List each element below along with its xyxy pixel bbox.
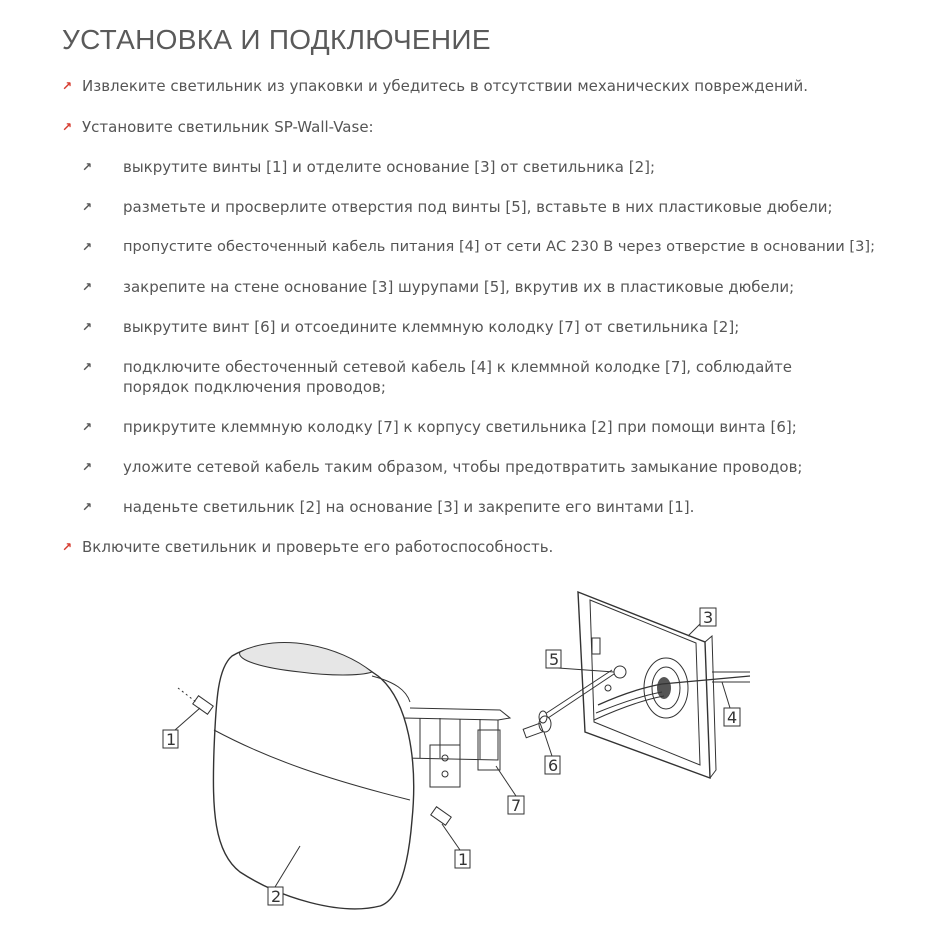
- sub-bullet-arrow-icon: ↗: [82, 320, 93, 334]
- substep-7: прикрутите клеммную колодку [7] к корпусу светильника [2] при помощи винта [6];: [123, 418, 797, 436]
- assembly-diagram: [0, 580, 929, 929]
- svg-text:5: 5: [549, 650, 560, 669]
- page-title: УСТАНОВКА И ПОДКЛЮЧЕНИЕ: [62, 24, 491, 55]
- bullet-arrow-icon: ↗: [62, 540, 73, 554]
- substep-9: наденьте светильник [2] на основание [3] и закрепите его винтами [1].: [123, 498, 695, 516]
- sub-bullet-arrow-icon: ↗: [82, 500, 93, 514]
- svg-text:2: 2: [271, 887, 282, 906]
- step-3: Включите светильник и проверьте его работоспособность.: [82, 538, 554, 556]
- svg-text:3: 3: [703, 608, 714, 627]
- callout-7: [508, 796, 524, 815]
- substep-8: уложите сетевой кабель таким образом, чтобы предотвратить замыкание проводов;: [123, 458, 803, 476]
- callout-1-top: [163, 730, 178, 749]
- callout-2: [268, 887, 283, 906]
- svg-text:1: 1: [458, 850, 469, 869]
- lamp-body: [213, 643, 413, 909]
- callout-4: [724, 708, 740, 727]
- substep-5: выкрутите винт [6] и отсоедините клеммную колодку [7] от светильника [2];: [123, 318, 740, 336]
- sub-bullet-arrow-icon: ↗: [82, 280, 93, 294]
- svg-text:1: 1: [166, 730, 177, 749]
- substep-1: выкрутите винты [1] и отделите основание [3] от светильника [2];: [123, 158, 656, 176]
- sub-bullet-arrow-icon: ↗: [82, 200, 93, 214]
- substep-3: пропустите обесточенный кабель питания [4] от сети АС 230 В через отверстие в основании [3];: [123, 238, 875, 255]
- step-1: Извлеките светильник из упаковки и убедитесь в отсутствии механических повреждений.: [82, 77, 809, 95]
- callout-1-bottom: [455, 850, 470, 869]
- sub-bullet-arrow-icon: ↗: [82, 160, 93, 174]
- substep-4: закрепите на стене основание [3] шурупами [5], вкрутив их в пластиковые дюбели;: [123, 278, 795, 296]
- svg-text:6: 6: [548, 756, 559, 775]
- step-2: Установите светильник SP-Wall-Vase:: [82, 118, 374, 136]
- sub-bullet-arrow-icon: ↗: [82, 420, 93, 434]
- substep-2: разметьте и просверлите отверстия под винты [5], вставьте в них пластиковые дюбели;: [123, 198, 833, 216]
- terminal-block: [404, 708, 510, 787]
- fixing-screw-top: [178, 688, 213, 714]
- sub-bullet-arrow-icon: ↗: [82, 460, 93, 474]
- svg-text:7: 7: [511, 796, 522, 815]
- power-cable: [598, 676, 750, 705]
- callout-5: [546, 650, 561, 669]
- wall-base-plate: [578, 592, 750, 778]
- svg-text:4: 4: [727, 708, 738, 727]
- substep-6: подключите обесточенный сетевой кабель [4] к клеммной колодке [7], соблюдайте порядок подключения проводов;: [123, 358, 792, 396]
- fixing-screw-bottom: [431, 807, 451, 826]
- bullet-arrow-icon: ↗: [62, 120, 73, 134]
- callout-6: [545, 756, 560, 775]
- bullet-arrow-icon: ↗: [62, 79, 73, 93]
- sub-bullet-arrow-icon: ↗: [82, 360, 93, 374]
- callout-3: [700, 608, 716, 627]
- sub-bullet-arrow-icon: ↗: [82, 240, 93, 254]
